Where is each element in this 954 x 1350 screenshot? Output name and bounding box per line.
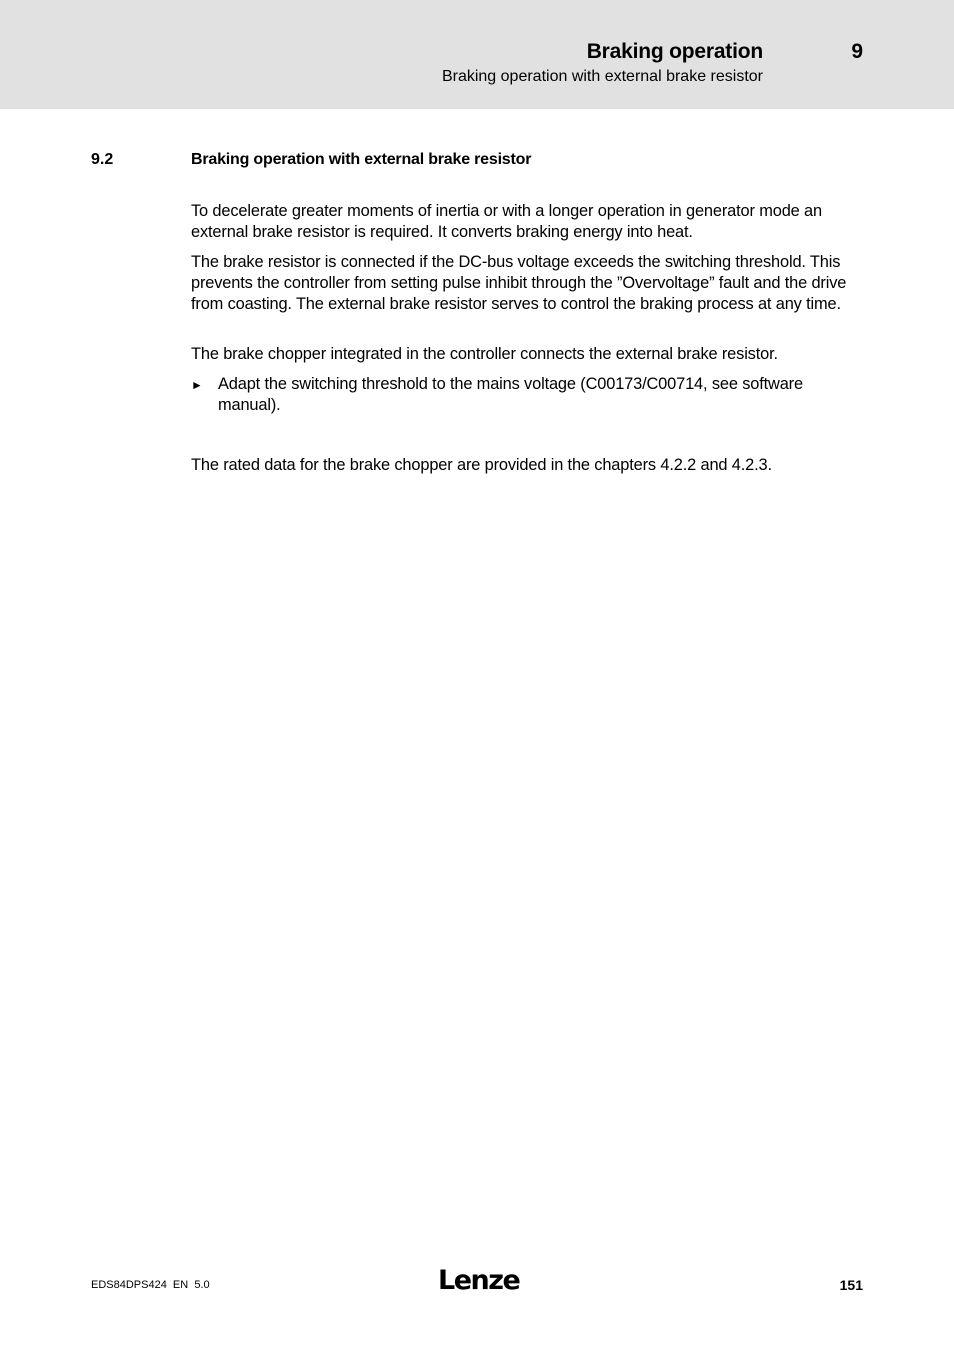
paragraph-inertia: To decelerate greater moments of inertia or with a longer operation in generator mode an external brake resistor is required. It converts braking energy into heat. <box>191 202 822 241</box>
paragraph-brake-resistor-connection: The brake resistor is connected if the DC-bus voltage exceeds the switching threshold. This prevents the controller from setting pulse inhibit through the ”Overvoltage” fault and the drive from coasting. The external brake resistor serves to control the braking process at any time. <box>191 253 847 313</box>
chapter-title: Braking operation <box>586 40 763 63</box>
section-number: 9.2 <box>91 151 114 168</box>
chapter-subtitle: Braking operation with external brake resistor <box>441 68 763 85</box>
paragraph-brake-chopper: The brake chopper integrated in the controller connects the external brake resistor. <box>191 345 778 363</box>
bullet-text: Adapt the switching threshold to the mains voltage (C00173/C00714, see software manual). <box>218 375 803 414</box>
lenze-logo: Lenze <box>438 1265 520 1296</box>
list-item <box>191 374 864 416</box>
document-id: EDS84DPS424 EN 5.0 <box>91 1279 210 1291</box>
paragraph-rated-data: The rated data for the brake chopper are provided in the chapters 4.2.2 and 4.2.3. <box>191 456 772 474</box>
page-number: 151 <box>839 1277 863 1293</box>
header-band <box>0 0 954 109</box>
section-title: Braking operation with external brake resistor <box>191 151 532 168</box>
chapter-number: 9 <box>851 40 863 63</box>
arrow-bullet-icon: ► <box>191 378 203 392</box>
